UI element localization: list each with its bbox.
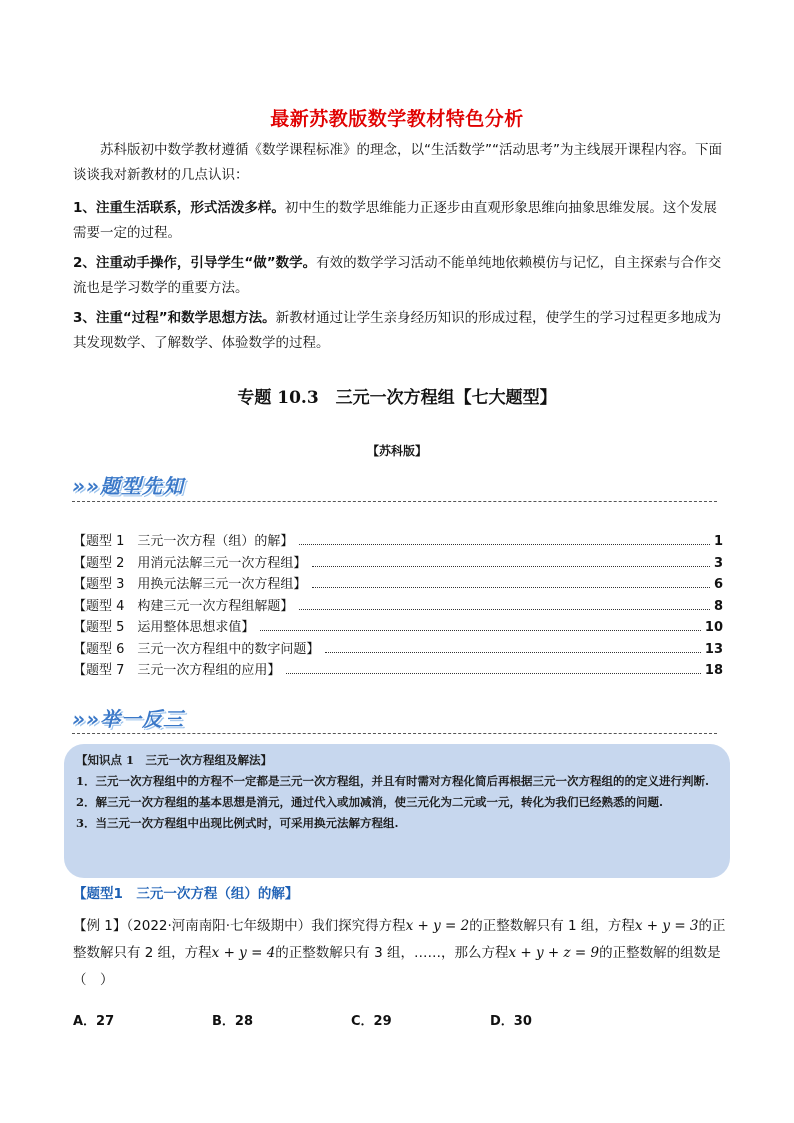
example-text: 的正整数解的组数是 <box>599 945 721 961</box>
option-a[interactable]: A．27 <box>73 1014 115 1029</box>
toc-row[interactable] <box>73 595 723 617</box>
toc-label: 【题型 5 运用整体思想求值】 <box>73 620 255 635</box>
toc-leader <box>312 587 710 588</box>
point-1-heading: 1、注重生活联系，形式活泼多样。 <box>73 200 285 216</box>
option-b[interactable]: B．28 <box>212 1014 253 1029</box>
toc-label: 【题型 2 用消元法解三元一次方程组】 <box>73 555 307 571</box>
equation: x + y + z = 9 <box>508 945 600 961</box>
toc-page: 13 <box>704 641 723 657</box>
equation: x + y = 2 <box>405 918 470 934</box>
type-heading: 【题型1 三元一次方程（组）的解】 <box>73 886 299 902</box>
toc-page: 8 <box>713 598 723 614</box>
toc-row[interactable] <box>73 530 723 552</box>
knowledge-box <box>64 744 730 878</box>
example-question <box>73 913 728 994</box>
page-title: 最新苏教版数学教材特色分析 <box>270 108 524 130</box>
toc-row[interactable] <box>73 616 723 638</box>
banner-preview-text: »»题型先知 <box>72 474 184 498</box>
table-of-contents <box>73 530 723 681</box>
toc-leader <box>260 630 701 631</box>
toc-row[interactable] <box>73 659 723 681</box>
knowledge-title: 【知识点 1 三元一次方程组及解法】 <box>76 753 273 767</box>
toc-page: 3 <box>713 555 723 571</box>
knowledge-item: 3．当三元一次方程组中出现比例式时，可采用换元法解方程组. <box>76 816 399 830</box>
toc-label: 【题型 4 构建三元一次方程组解题】 <box>73 598 294 614</box>
toc-label: 【题型 6 三元一次方程组中的数字问题】 <box>73 641 320 657</box>
intro-paragraph: 苏科版初中数学教材遵循《数学课程标准》的理念，以“生活数学”“活动思考”为主线展开课程内容。下面谈谈我对新教材的几点认识： <box>73 142 722 183</box>
toc-leader <box>299 609 710 610</box>
example-source: （2022·河南南阳·七年级期中） <box>126 918 312 934</box>
point-1 <box>73 196 725 246</box>
equation: x + y = 3 <box>634 918 699 934</box>
example-label: 【例 1】 <box>73 918 127 934</box>
toc-page: 1 <box>713 534 723 549</box>
toc-leader <box>286 673 701 674</box>
toc-page: 18 <box>704 663 723 678</box>
dashed-divider <box>72 501 717 502</box>
toc-label: 【题型 1 三元一次方程（组）的解】 <box>73 534 294 549</box>
answer-blank: （ ） <box>73 972 114 988</box>
example-text: 的正整数解只有 3 组，……，那么方程 <box>275 945 509 961</box>
example-text: 的正整数解只有 1 组，方程 <box>469 918 635 934</box>
point-3-text: 新教材通过让学生亲身经历知识的形成过程，使学生的学习过程更多地成为其发现数学、了解数学、体验数学的过程。 <box>73 310 722 351</box>
toc-row[interactable] <box>73 638 723 660</box>
example-text: 的正整数解只有 2 组，方程 <box>73 918 726 961</box>
toc-label: 【题型 3 用换元法解三元一次方程组】 <box>73 577 307 592</box>
equation: x + y = 4 <box>211 945 276 961</box>
toc-label: 【题型 7 三元一次方程组的应用】 <box>73 663 281 678</box>
point-3-heading: 3、注重“过程”和数学思想方法。 <box>73 310 276 326</box>
edition-label: 【苏科版】 <box>366 444 427 458</box>
toc-page: 10 <box>704 620 723 635</box>
point-2 <box>73 251 725 301</box>
toc-row[interactable] <box>73 573 723 595</box>
toc-leader <box>312 566 710 567</box>
knowledge-item: 2．解三元一次方程组的基本思想是消元，通过代入或加减消，使三元化为二元或一元，转化为我们已经熟悉的问题. <box>76 795 663 809</box>
toc-leader <box>299 544 710 545</box>
dashed-divider <box>72 733 717 734</box>
knowledge-item: 1．三元一次方程组中的方程不一定都是三元一次方程组，并且有时需对方程化简后再根据三元一次方程组的的定义进行判断. <box>76 774 709 788</box>
option-c[interactable]: C．29 <box>351 1014 392 1029</box>
example-text: 我们探究得方程 <box>311 918 406 934</box>
option-d[interactable]: D．30 <box>490 1014 532 1029</box>
answer-options <box>73 1010 673 1029</box>
point-1-text: 初中生的数学思维能力正逐步由直观形象思维向抽象思维发展。这个发展需要一定的过程。 <box>73 200 717 241</box>
topic-title: 专题 10.3 三元一次方程组【七大题型】 <box>237 388 557 408</box>
toc-row[interactable] <box>73 552 723 574</box>
toc-page: 6 <box>713 577 723 592</box>
banner-practice-text: »»举一反三 <box>72 707 184 731</box>
point-2-heading: 2、注重动手操作，引导学生“做”数学。 <box>73 255 317 271</box>
point-2-text: 有效的数学学习活动不能单纯地依赖模仿与记忆，自主探索与合作交流也是学习数学的重要方法。 <box>73 255 722 296</box>
point-3 <box>73 306 725 356</box>
toc-leader <box>325 652 701 653</box>
